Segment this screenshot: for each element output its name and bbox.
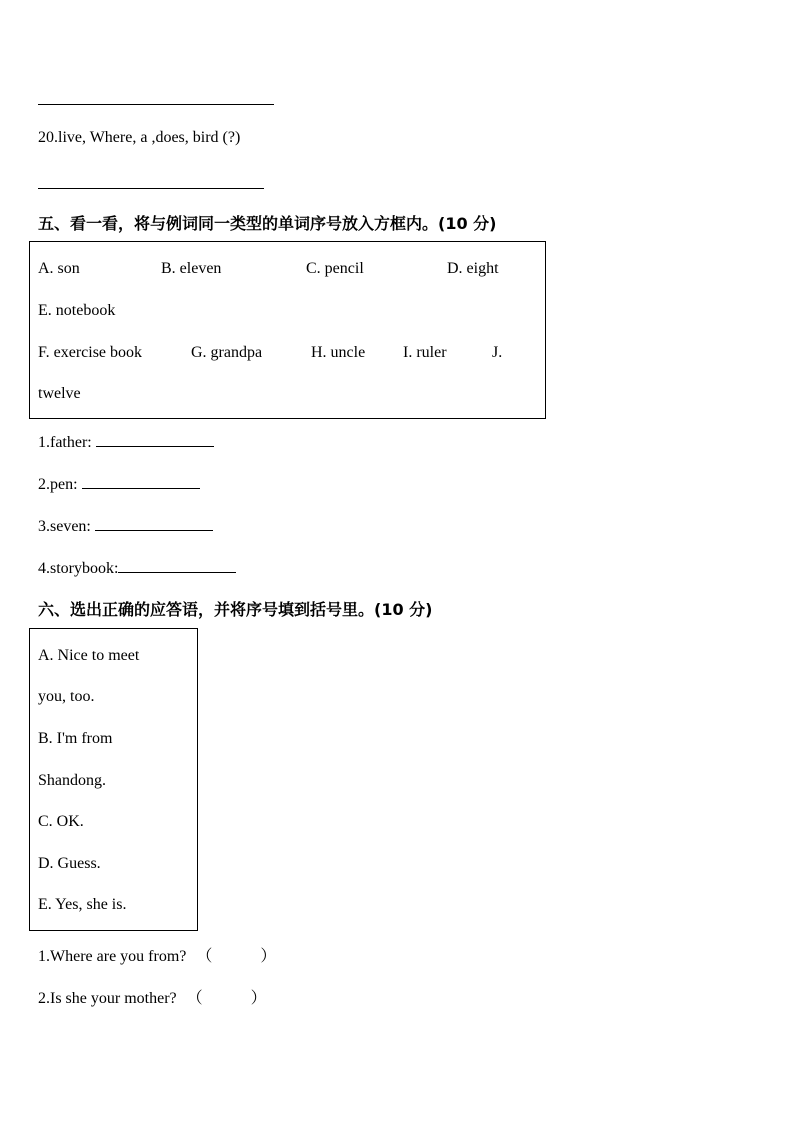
s5-question-1-label: 1.father: bbox=[38, 434, 96, 451]
question-20: 20.live, Where, a ,does, bird (?) bbox=[38, 129, 241, 146]
option-b: B. eleven bbox=[161, 260, 222, 277]
s5-question-1 bbox=[38, 432, 214, 452]
s5-question-4-label: 4.storybook: bbox=[38, 560, 119, 577]
reply-option-a-cont: you, too. bbox=[38, 688, 95, 705]
option-d: D. eight bbox=[447, 260, 499, 277]
s6-question-2-text: 2.Is she your mother? bbox=[38, 990, 177, 1007]
s5-question-2-label: 2.pen: bbox=[38, 476, 82, 493]
section-5-word-box bbox=[29, 241, 546, 419]
reply-option-e: E. Yes, she is. bbox=[38, 896, 127, 913]
option-i: I. ruler bbox=[403, 344, 447, 361]
s5-question-4 bbox=[38, 558, 236, 578]
reply-option-d: D. Guess. bbox=[38, 855, 101, 872]
section-6-heading: 六、选出正确的应答语，并将序号填到括号里。(10 分) bbox=[38, 600, 433, 619]
s5-question-3 bbox=[38, 516, 213, 536]
option-c: C. pencil bbox=[306, 260, 364, 277]
option-g: G. grandpa bbox=[191, 344, 263, 361]
s5-question-2 bbox=[38, 474, 200, 494]
s5-answer-blank-2[interactable] bbox=[82, 474, 200, 489]
reply-option-b: B. I'm from bbox=[38, 730, 113, 747]
section-5-heading: 五、看一看，将与例词同一类型的单词序号放入方框内。(10 分) bbox=[38, 214, 497, 233]
option-j: J. bbox=[492, 344, 503, 361]
s6-question-1-text: 1.Where are you from? bbox=[38, 948, 187, 965]
answer-line-19[interactable] bbox=[38, 104, 274, 105]
reply-option-c: C. OK. bbox=[38, 813, 84, 830]
s6-question-1 bbox=[38, 943, 276, 966]
s5-answer-blank-4[interactable] bbox=[118, 558, 236, 573]
s6-answer-paren-1[interactable]: （ ） bbox=[196, 948, 277, 965]
section-6-answer-box bbox=[29, 628, 198, 931]
reply-option-a: A. Nice to meet bbox=[38, 647, 140, 664]
s5-answer-blank-3[interactable] bbox=[95, 516, 213, 531]
option-f: F. exercise book bbox=[38, 344, 143, 361]
s6-question-2 bbox=[38, 985, 267, 1008]
s5-question-3-label: 3.seven: bbox=[38, 518, 95, 535]
answer-line-20[interactable] bbox=[38, 188, 264, 189]
reply-option-b-cont: Shandong. bbox=[38, 772, 106, 789]
option-a: A. son bbox=[38, 260, 80, 277]
s6-answer-paren-2[interactable]: （ ） bbox=[186, 990, 267, 1007]
option-e: E. notebook bbox=[38, 302, 116, 319]
option-h: H. uncle bbox=[311, 344, 366, 361]
s5-answer-blank-1[interactable] bbox=[96, 432, 214, 447]
option-j-continued: twelve bbox=[38, 385, 81, 402]
